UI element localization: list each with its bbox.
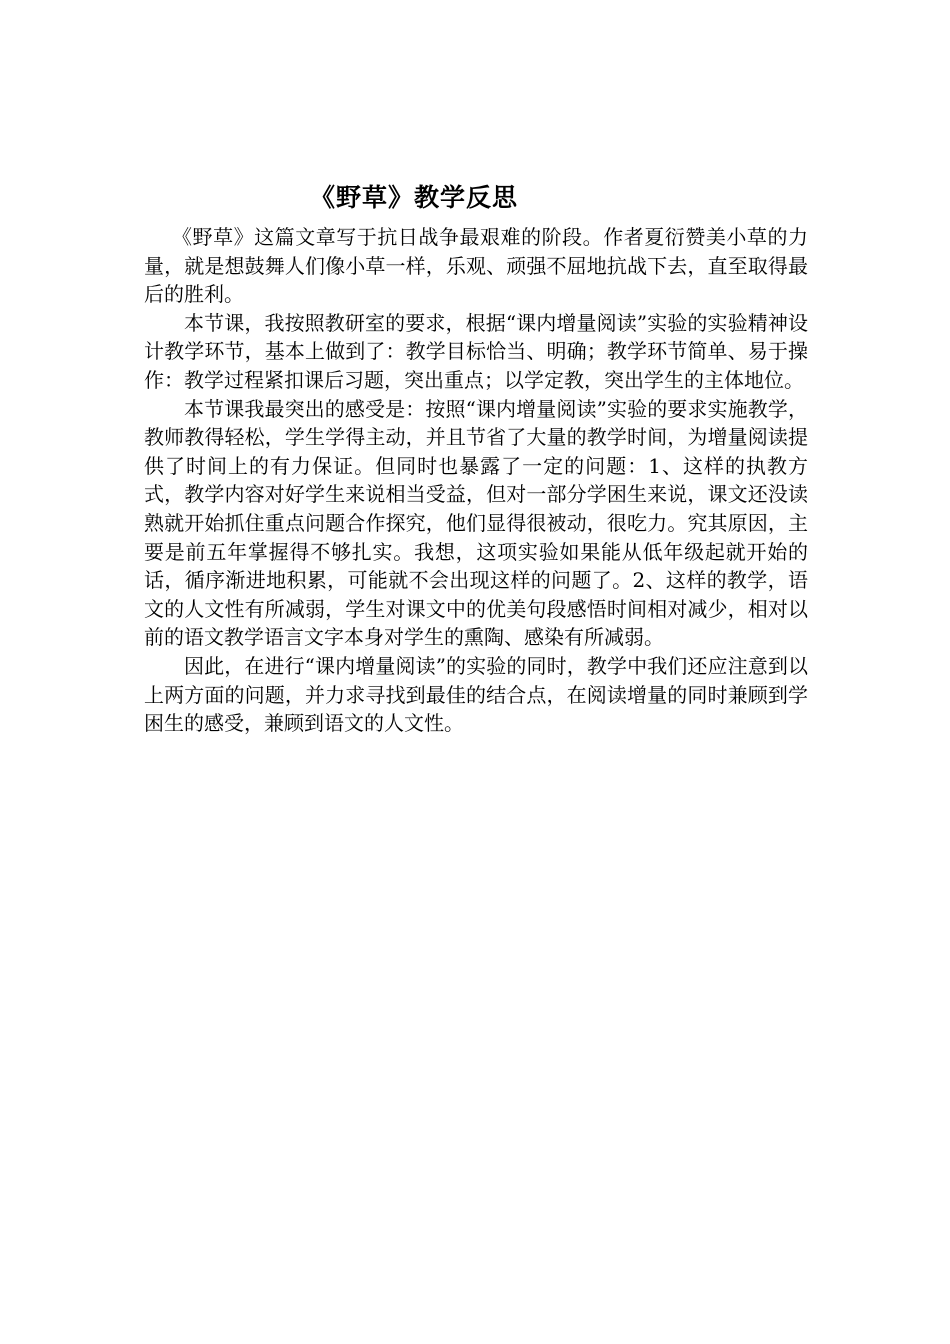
document-title: 《野草》教学反思 xyxy=(310,183,519,212)
paragraph-lesson-design: 本节课，我按照教研室的要求，根据“课内增量阅读”实验的实验精神设计教学环节，基本上做到了：教学目标恰当、明确；教学环节简单、易于操作：教学过程紧扣课后习题，突出重点；以学定教，突出学生的主体地位。 xyxy=(144,310,808,392)
paragraph-reflection-problems: 本节课我最突出的感受是：按照“课内增量阅读”实验的要求实施教学，教师教得轻松，学生学得主动，并且节省了大量的教学时间，为增量阅读提供了时间上的有力保证。但同时也暴露了一定的问题：1、这样的执教方式，教学内容对好学生来说相当受益，但对一部分学困生来说，课文还没读熟就开始抓住重点问题合作探究，他们显得很被动，很吃力。究其原因，主要是前五年掌握得不够扎实。我想，这项实验如果能从低年级起就开始的话，循序渐进地积累，可能就不会出现这样的问题了。2、这样的教学，语文的人文性有所减弱，学生对课文中的优美句段感悟时间相对减少，相对以前的语文教学语言文字本身对学生的熏陶、感染有所减弱。 xyxy=(144,396,808,650)
document-body xyxy=(144,223,808,738)
paragraph-intro: 《野草》这篇文章写于抗日战争最艰难的阶段。作者夏衍赞美小草的力量，就是想鼓舞人们像小草一样，乐观、顽强不屈地抗战下去，直至取得最后的胜利。 xyxy=(144,225,808,307)
paragraph-conclusion: 因此，在进行“课内增量阅读”的实验的同时，教学中我们还应注意到以上两方面的问题，并力求寻找到最佳的结合点，在阅读增量的同时兼顾到学困生的感受，兼顾到语文的人文性。 xyxy=(144,653,808,736)
